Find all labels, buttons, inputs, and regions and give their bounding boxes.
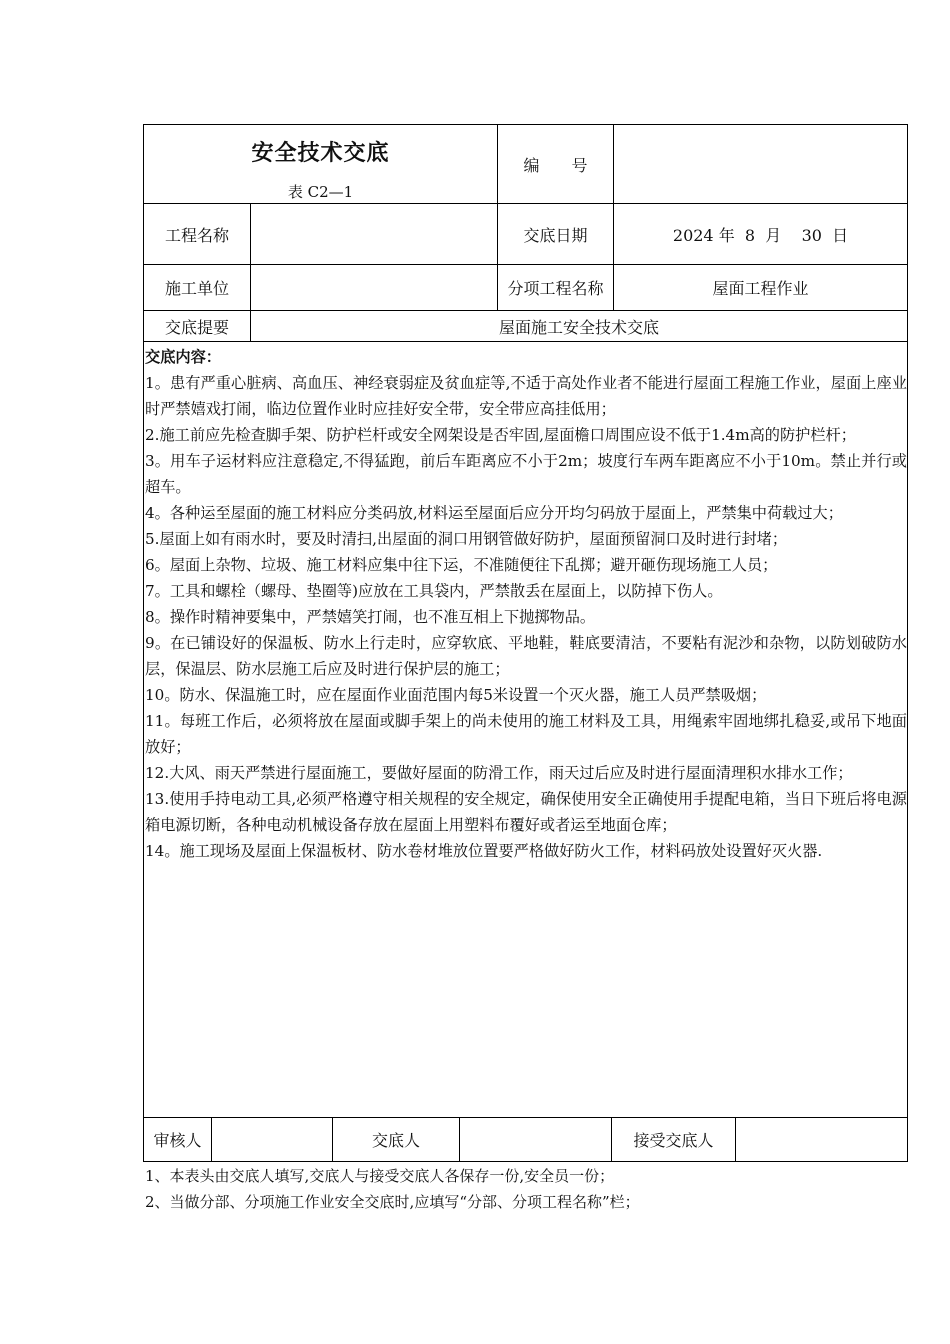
receiver-signature[interactable] [736, 1118, 907, 1161]
summary-label: 交底提要 [164, 317, 229, 337]
table-border-right [907, 124, 908, 1162]
content-item: 3。用车子运材料应注意稳定,不得猛跑，前后车距离应不小于2m；坡度行车两车距离应不小于10m。禁止并行或超车。 [145, 452, 907, 496]
content-heading: 交底内容： [145, 348, 221, 366]
content-item: 14。施工现场及屋面上保温板材、防水卷材堆放位置要严格做好防火工作，材料码放处设置好灭火器. [145, 842, 823, 860]
table-rule [143, 341, 908, 342]
receiver-label: 接受交底人 [633, 1131, 714, 1150]
construction-unit-value[interactable] [251, 265, 497, 310]
content-item: 6。屋面上杂物、垃圾、施工材料应集中往下运，不准随便往下乱掷；避开砸伤现场施工人员； [145, 556, 778, 574]
subitem-name-label: 分项工程名称 [507, 279, 604, 298]
note-line: 2、当做分部、分项施工作业安全交底时,应填写“分部、分项工程名称”栏； [145, 1193, 640, 1211]
subitem-name-value[interactable]: 屋面工程作业 [712, 279, 809, 298]
content-item: 8。操作时精神要集中，严禁嬉笑打闹，也不准互相上下抛掷物品。 [145, 608, 596, 626]
disclosure-date-value[interactable]: 2024 年 8 月 30 日 [672, 225, 849, 245]
content-item: 13.使用手持电动工具,必须严格遵守相关规程的安全规定，确保使用安全正确使用手提配电箱，当日下班后将电源箱电源切断，各种电动机械设备存放在屋面上用塑料布覆好或者运至地面仓库； [145, 790, 907, 834]
reviewer-signature[interactable] [212, 1118, 332, 1161]
discloser-label: 交底人 [371, 1131, 420, 1150]
disclosure-content [145, 344, 907, 864]
serial-number-value[interactable] [614, 125, 907, 203]
form-notes [145, 1163, 907, 1215]
table-border-bottom [143, 1161, 908, 1162]
content-item: 2.施工前应先检查脚手架、防护栏杆或安全网架设是否牢固,屋面檐口周围应设不低于1.4m高的防护栏杆； [145, 426, 856, 444]
content-item: 10。防水、保温施工时，应在屋面作业面范围内每5米设置一个灭火器，施工人员严禁吸烟； [145, 686, 767, 704]
content-item: 5.屋面上如有雨水时，要及时清扫,出屋面的洞口用钢管做好防护，屋面预留洞口及时进行封堵； [145, 530, 788, 548]
content-item: 7。工具和螺栓（螺母、垫圈等)应放在工具袋内，严禁散丢在屋面上，以防掉下伤人。 [145, 582, 723, 600]
content-item: 11。每班工作后，必须将放在屋面或脚手架上的尚未使用的施工材料及工具，用绳索牢固地绑扎稳妥,或吊下地面放好； [145, 712, 907, 756]
content-item: 4。各种运至屋面的施工材料应分类码放,材料运至屋面后应分开均匀码放于屋面上，严禁集中荷载过大； [145, 504, 843, 522]
form-title: 安全技术交底 [251, 140, 390, 166]
reviewer-label: 审核人 [153, 1131, 202, 1150]
content-item: 9。在已铺设好的保温板、防水上行走时，应穿软底、平地鞋，鞋底要清洁，不要粘有泥沙和杂物，以防划破防水层，保温层、防水层施工后应及时进行保护层的施工； [145, 634, 907, 678]
form-number: 表 C2—1 [287, 183, 354, 201]
disclosure-date-label: 交底日期 [523, 225, 588, 245]
construction-unit-label: 施工单位 [164, 279, 229, 298]
project-name-value[interactable] [251, 204, 497, 264]
discloser-signature[interactable] [460, 1118, 611, 1161]
note-line: 1、本表头由交底人填写,交底人与接受交底人各保存一份,安全员一份； [145, 1167, 615, 1185]
project-name-label: 工程名称 [164, 225, 229, 245]
content-item: 1。患有严重心脏病、高血压、神经衰弱症及贫血症等,不适于高处作业者不能进行屋面工程施工作业，屋面上座业时严禁嬉戏打闹，临边位置作业时应挂好安全带，安全带应高挂低用； [145, 374, 907, 418]
summary-value[interactable]: 屋面施工安全技术交底 [498, 317, 659, 337]
content-item: 12.大风、雨天严禁进行屋面施工，要做好屋面的防滑工作，雨天过后应及时进行屋面清理积水排水工作； [145, 764, 853, 782]
serial-number-label: 编 号 [523, 155, 588, 175]
